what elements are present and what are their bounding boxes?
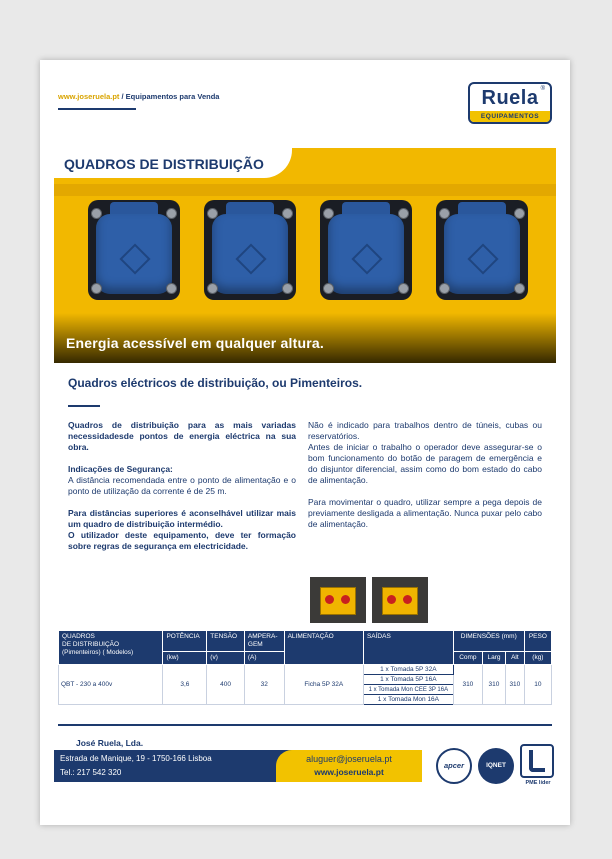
red-socket-icon (403, 595, 412, 604)
screw-icon (166, 283, 177, 294)
contact-box (276, 750, 422, 782)
header-model: QUADROS DE DISTRIBUIÇÃO (Pimenteiros) ( Modelos) (59, 631, 163, 665)
pme-lider-icon (529, 750, 545, 772)
hero-title-tab (54, 148, 292, 178)
header-supply: ALIMENTAÇÃO (284, 631, 363, 665)
header-voltage-unit: (v) (207, 652, 245, 665)
email-link[interactable]: aluguer@joseruela.pt (306, 754, 392, 764)
cell-voltage: 400 (207, 665, 245, 705)
header-voltage: TENSÃO (207, 631, 245, 652)
logo-registered-mark: ® (540, 86, 545, 92)
socket-photo-1 (88, 200, 180, 300)
red-socket-icon (341, 595, 350, 604)
screw-icon (323, 283, 334, 294)
breadcrumb (58, 92, 219, 101)
header-outputs: SAÍDAS (363, 631, 453, 665)
product-photo-2 (372, 577, 428, 623)
screw-icon (282, 208, 293, 219)
screw-icon (207, 283, 218, 294)
hero-banner (54, 148, 556, 363)
header-power-unit: (kw) (163, 652, 207, 665)
screw-icon (439, 283, 450, 294)
cell-output-3: 1 x Tomada Mon CEE 3P 16A (363, 685, 453, 695)
pme-lider-badge (520, 744, 554, 778)
table-header-row (59, 631, 552, 652)
cell-model: QBT - 230 a 400v (59, 665, 163, 705)
company-name: José Ruela, Lda. (76, 738, 144, 748)
socket-photo-3 (320, 200, 412, 300)
intro-text: Quadros de distribuição para as mais variadas necessidadesde pontos de energia eléctrica na sua obra. (68, 420, 296, 452)
header-dim-larg: Larg (483, 652, 506, 665)
screw-icon (439, 208, 450, 219)
apcer-label: apcer (443, 761, 464, 770)
training-text: O utilizador deste equipamento, deve ter formação sobre regras de segurança em electricidade. (68, 530, 296, 551)
address-bar (54, 750, 304, 782)
hero-caption: Energia acessível em qualquer altura. (66, 335, 324, 351)
cell-power: 3,6 (163, 665, 207, 705)
page-title: QUADROS DE DISTRIBUIÇÃO (64, 156, 264, 172)
red-socket-icon (387, 595, 396, 604)
screw-icon (282, 283, 293, 294)
tunnel-warning-text: Não é indicado para trabalhos dentro de túneis, cubas ou reservatórios. (308, 420, 542, 441)
cell-supply: Ficha 5P 32A (284, 665, 363, 705)
screw-icon (207, 208, 218, 219)
logo-band: EQUIPAMENTOS (470, 111, 550, 122)
left-column (68, 420, 296, 552)
apcer-certification-badge (436, 748, 472, 784)
cell-amperage: 32 (244, 665, 284, 705)
screw-icon (514, 283, 525, 294)
breadcrumb-separator: / (119, 92, 126, 101)
address-text: Estrada de Manique, 19 - 1750-166 Lisboa (60, 754, 212, 763)
red-socket-icon (325, 595, 334, 604)
screw-icon (91, 283, 102, 294)
website-link[interactable]: www.joseruela.pt (314, 767, 384, 777)
cell-alt: 310 (505, 665, 524, 705)
cell-output-2: 1 x Tomada 5P 16A (363, 675, 453, 685)
screw-icon (514, 208, 525, 219)
hero-caption-overlay (54, 313, 556, 363)
safety-heading: Indicações de Segurança: (68, 464, 173, 474)
long-distance-text: Para distâncias superiores é aconselhável utilizar mais um quadro de distribuição intermédio. (68, 508, 296, 529)
product-photo-1 (310, 577, 366, 623)
header-power: POTÊNCIA (163, 631, 207, 652)
screw-icon (323, 208, 334, 219)
screw-icon (398, 208, 409, 219)
socket-photo-4 (436, 200, 528, 300)
screw-icon (398, 283, 409, 294)
cell-output-4: 1 x Tomada Mon 16A (363, 695, 453, 705)
cell-weight: 10 (524, 665, 551, 705)
breadcrumb-underline (58, 108, 136, 110)
cell-output-1: 1 x Tomada 5P 32A (363, 665, 453, 675)
iqnet-label: IQNET (486, 762, 506, 769)
pme-lider-label: PME líder (525, 780, 551, 786)
pre-check-text: Antes de iniciar o trabalho o operador deve assegurar-se o bom funcionamento do botão de paragem de emergência e do disjuntor diferencial, assim como do bom estado do cabo de alimentação. (308, 442, 542, 485)
header-amperage: AMPERA- GEM (244, 631, 284, 652)
handling-text: Para movimentar o quadro, utilizar sempre a pega depois de previamente desligada a alimentação. Nunca puxar pelo cabo de alimentação. (308, 497, 542, 529)
brochure-page (40, 60, 570, 825)
breadcrumb-section: Equipamentos para Venda (125, 92, 220, 101)
screw-icon (166, 208, 177, 219)
header-weight-unit: (kg) (524, 652, 551, 665)
socket-photo-2 (204, 200, 296, 300)
logo-word: Ruela (481, 87, 539, 109)
phone-text[interactable]: Tel.: 217 542 320 (60, 768, 122, 777)
table-row (59, 665, 552, 675)
ruela-logo (468, 82, 552, 124)
header-amperage-unit: (A) (244, 652, 284, 665)
cell-comp: 310 (453, 665, 482, 705)
hero-strip (54, 184, 556, 196)
header-dim-alt: Alt (505, 652, 524, 665)
header-dim-comp: Comp (453, 652, 482, 665)
subtitle-underline (68, 405, 100, 407)
table-bottom-rule (58, 724, 552, 726)
breadcrumb-site-link[interactable]: www.joseruela.pt (58, 92, 120, 101)
safety-text: A distância recomendada entre o ponto de alimentação e o ponto de utilização da corrente é de 25 m. (68, 475, 296, 496)
iqnet-certification-badge (478, 748, 514, 784)
section-subtitle: Quadros eléctricos de distribuição, ou Pimenteiros. (68, 376, 363, 390)
spec-table (58, 630, 552, 705)
header-dimensions: DIMENSÕES (mm) (453, 631, 524, 652)
screw-icon (91, 208, 102, 219)
header-weight: PESO (524, 631, 551, 652)
right-column (308, 420, 542, 530)
cell-larg: 310 (483, 665, 506, 705)
